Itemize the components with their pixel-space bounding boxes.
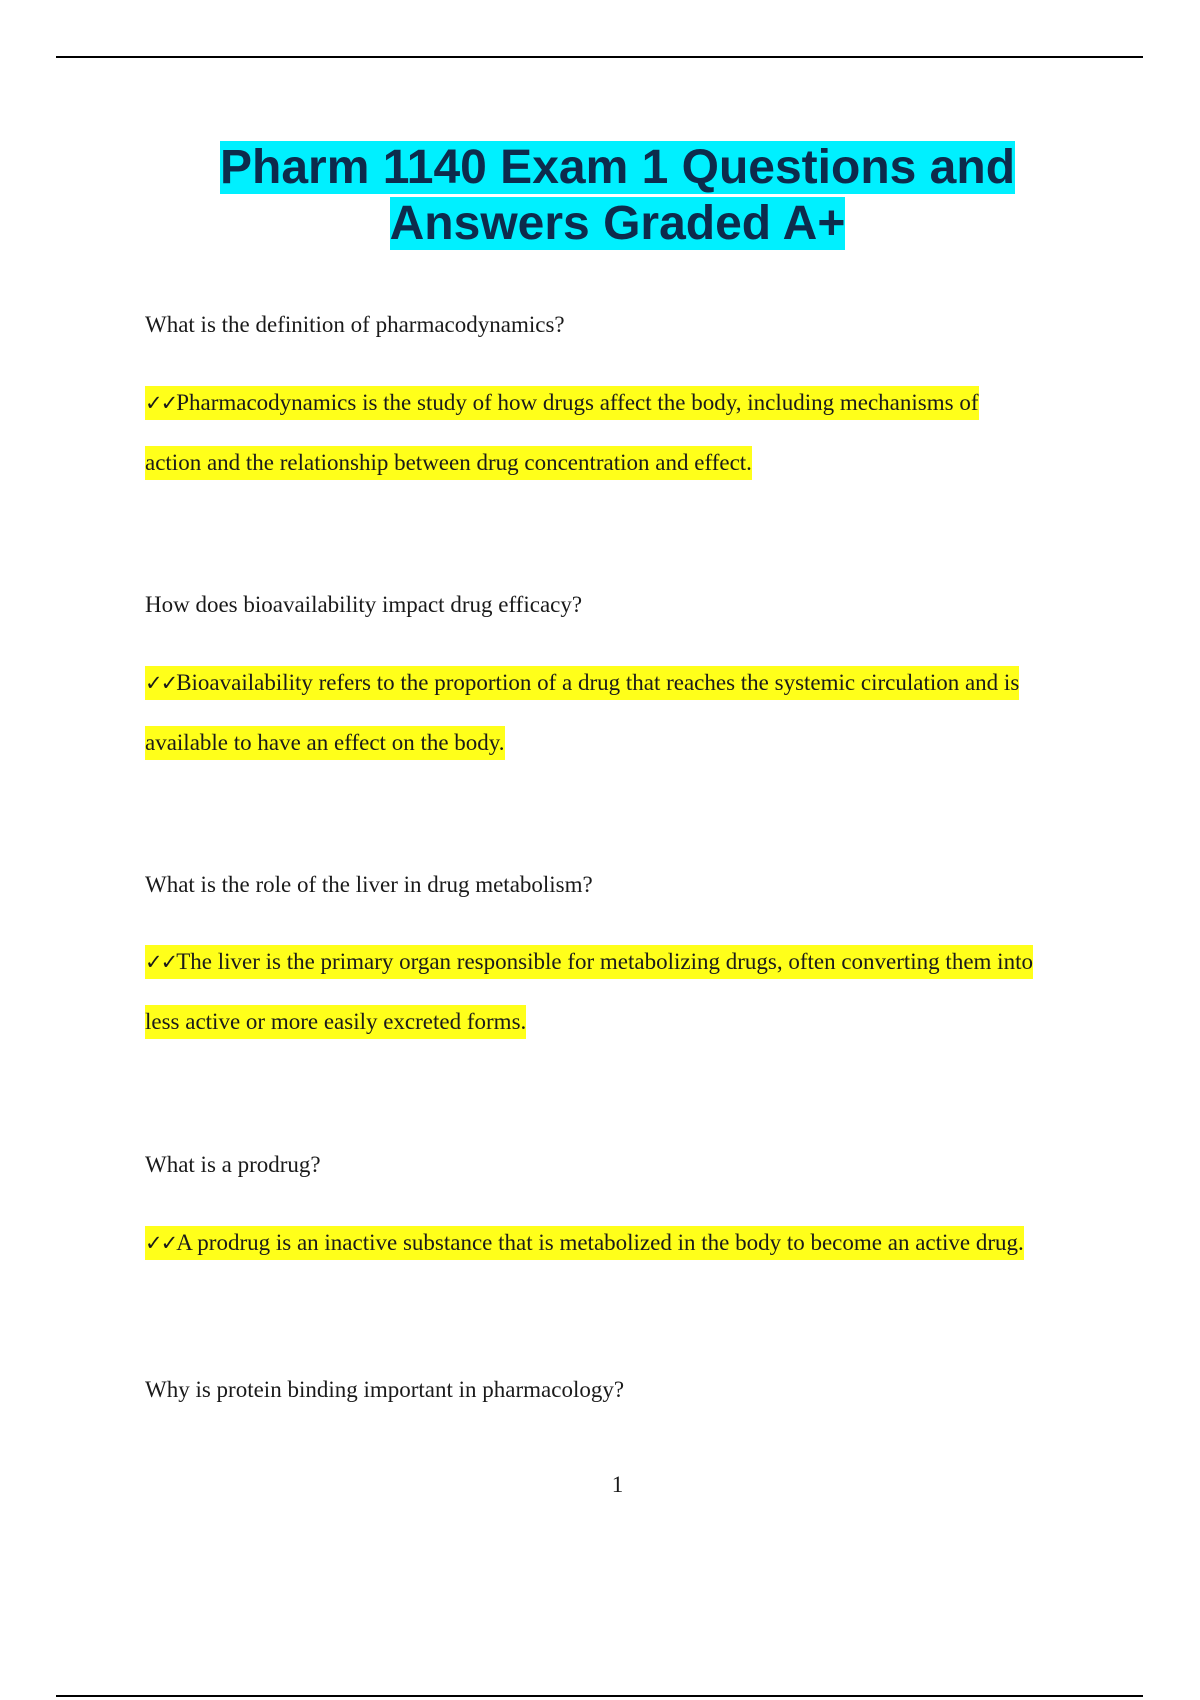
answer-3-line-1: The liver is the primary organ responsible for metabolizing drugs, often converting them into — [176, 949, 1033, 974]
page-number: 1 — [611, 1472, 624, 1497]
answer-2-line-2: available to have an effect on the body. — [145, 726, 505, 760]
answer-1 — [145, 373, 1085, 493]
question-3: What is the role of the liver in drug metabolism? — [145, 872, 593, 897]
answer-3 — [145, 932, 1085, 1052]
check-mark-icon: ✓✓ — [145, 391, 177, 415]
answer-1-line-1: Pharmacodynamics is the study of how drugs affect the body, including mechanisms of — [176, 390, 979, 415]
question-1: What is the definition of pharmacodynamics? — [145, 312, 565, 337]
check-mark-icon: ✓✓ — [145, 950, 177, 974]
document-title — [0, 140, 1200, 252]
answer-4-line-1: A prodrug is an inactive substance that is metabolized in the body to become an active drug. — [176, 1230, 1024, 1255]
question-2: How does bioavailability impact drug efficacy? — [145, 592, 583, 617]
answer-2 — [145, 653, 1085, 773]
title-line-2: Answers Graded A+ — [389, 197, 846, 250]
question-5: Why is protein binding important in pharmacology? — [145, 1377, 625, 1402]
answer-3-line-2: less active or more easily excreted forms. — [145, 1005, 526, 1039]
answer-2-line-1: Bioavailability refers to the proportion of a drug that reaches the systemic circulation and is — [176, 670, 1020, 695]
answer-4 — [145, 1213, 1085, 1273]
footer-rule — [56, 1695, 1143, 1697]
question-4: What is a prodrug? — [145, 1152, 321, 1177]
answer-1-line-2: action and the relationship between drug concentration and effect. — [145, 446, 752, 480]
check-mark-icon: ✓✓ — [145, 671, 177, 695]
header-rule — [56, 56, 1143, 58]
check-mark-icon: ✓✓ — [145, 1231, 177, 1255]
title-line-1: Pharm 1140 Exam 1 Questions and — [219, 141, 1016, 194]
